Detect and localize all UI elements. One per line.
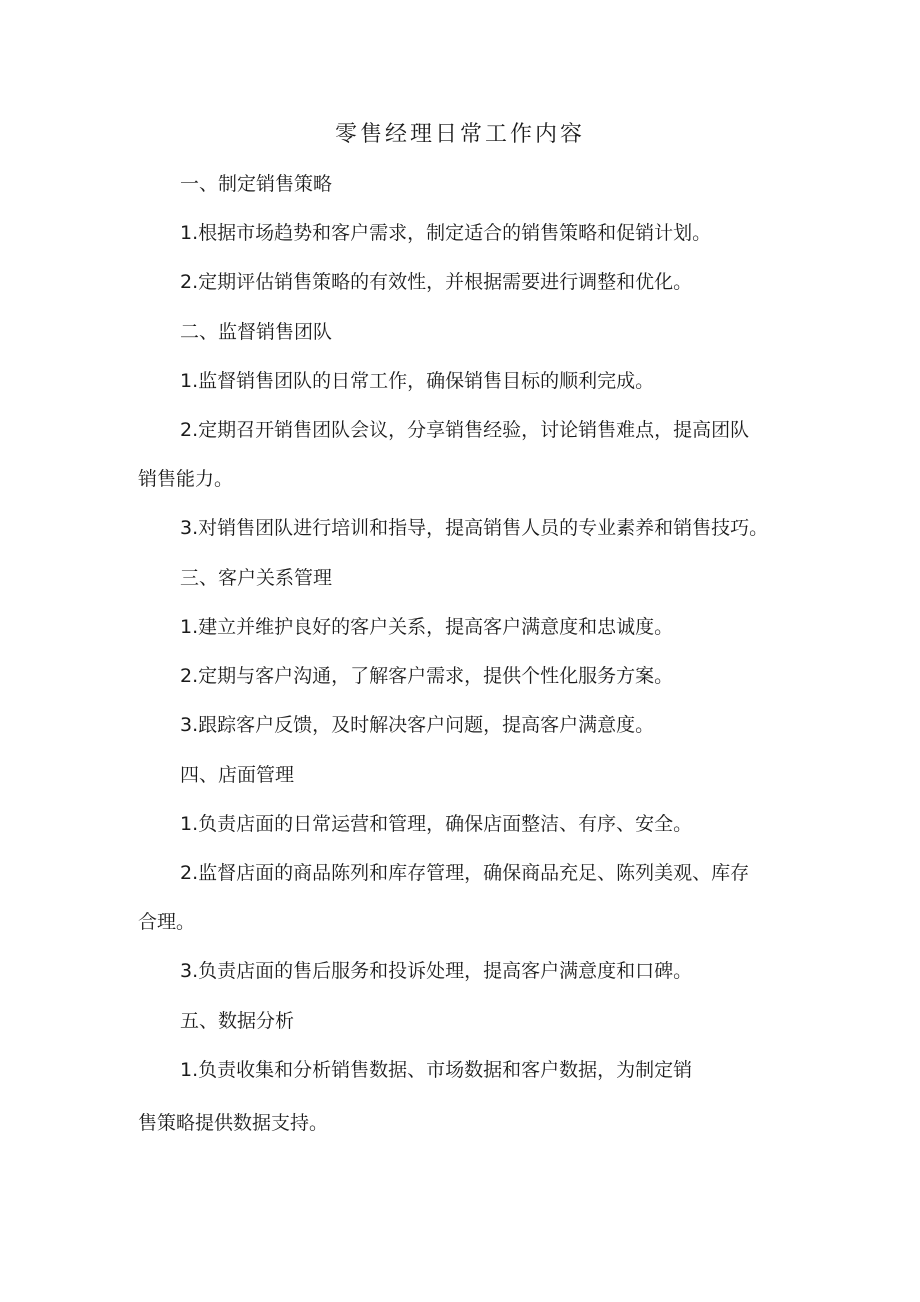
paragraph-5-1: 1.负责收集和分析销售数据、市场数据和客户数据，为制定销	[180, 1059, 693, 1081]
paragraph-1-1: 1.根据市场趋势和客户需求，制定适合的销售策略和促销计划。	[180, 222, 712, 244]
section-heading-4: 四、店面管理	[180, 764, 295, 786]
paragraph-2-2-cont: 销售能力。	[138, 468, 234, 490]
paragraph-4-2: 2.监督店面的商品陈列和库存管理，确保商品充足、陈列美观、库存	[180, 862, 750, 884]
paragraph-2-1: 1.监督销售团队的日常工作，确保销售目标的顺利完成。	[180, 370, 655, 392]
paragraph-2-3: 3.对销售团队进行培训和指导，提高销售人员的专业素养和销售技巧。	[180, 517, 769, 539]
paragraph-3-2: 2.定期与客户沟通，了解客户需求，提供个性化服务方案。	[180, 665, 674, 687]
section-heading-3: 三、客户关系管理	[180, 567, 333, 589]
section-heading-1: 一、制定销售策略	[180, 173, 333, 195]
paragraph-3-3: 3.跟踪客户反馈，及时解决客户问题，提高客户满意度。	[180, 714, 655, 736]
section-heading-2: 二、监督销售团队	[180, 321, 333, 343]
paragraph-1-2: 2.定期评估销售策略的有效性，并根据需要进行调整和优化。	[180, 271, 693, 293]
paragraph-4-1: 1.负责店面的日常运营和管理，确保店面整洁、有序、安全。	[180, 813, 693, 835]
paragraph-4-3: 3.负责店面的售后服务和投诉处理，提高客户满意度和口碑。	[180, 960, 693, 982]
paragraph-5-1-cont: 售策略提供数据支持。	[138, 1112, 329, 1134]
section-heading-5: 五、数据分析	[180, 1010, 295, 1032]
paragraph-2-2: 2.定期召开销售团队会议，分享销售经验，讨论销售难点，提高团队	[180, 419, 750, 441]
page-title: 零售经理日常工作内容	[334, 122, 585, 147]
paragraph-4-2-cont: 合理。	[138, 911, 196, 933]
paragraph-3-1: 1.建立并维护良好的客户关系，提高客户满意度和忠诚度。	[180, 616, 674, 638]
